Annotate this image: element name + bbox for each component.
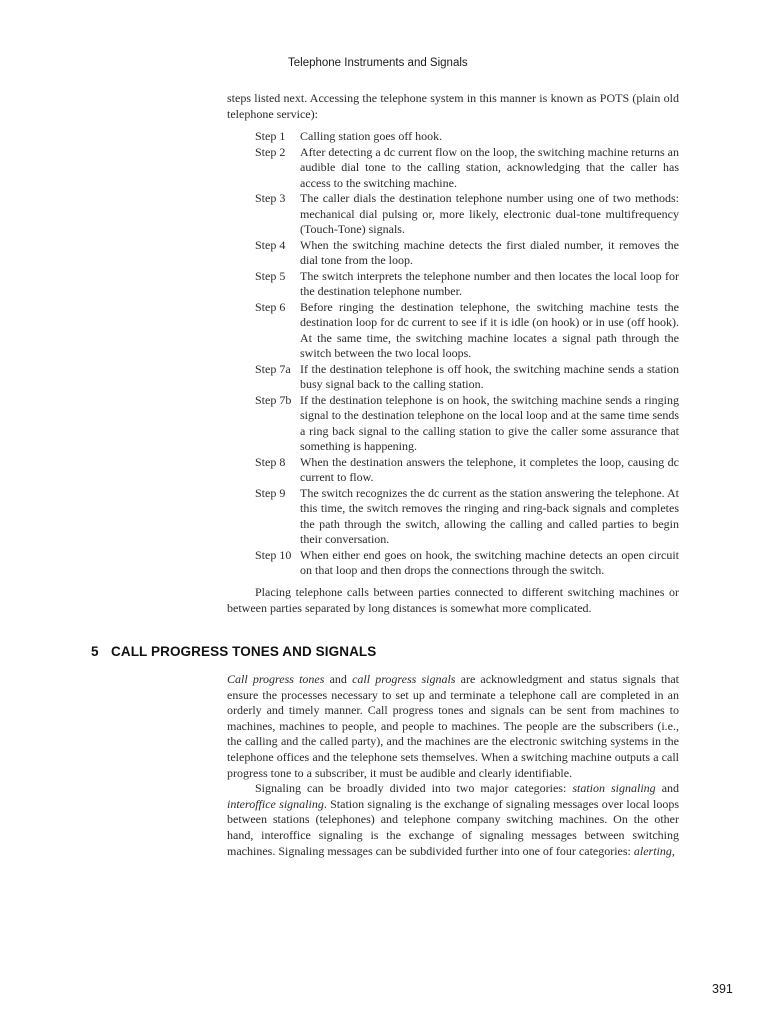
section-heading — [91, 644, 376, 659]
step-text: The switch recognizes the dc current as the station answering the telephone. At this time, the switch removes the ringing and ring-back signals and completes the path through the switch, allowing the calling and called parties to begin their conversation. — [300, 485, 679, 546]
step-item — [255, 145, 679, 192]
running-head: Telephone Instruments and Signals — [288, 57, 468, 69]
step-label: Step 7b — [255, 392, 292, 407]
section-title: CALL PROGRESS TONES AND SIGNALS — [111, 644, 377, 659]
step-label: Step 10 — [255, 547, 292, 562]
step-item — [255, 300, 679, 362]
steps-list — [255, 129, 679, 579]
step-label: Step 6 — [255, 299, 286, 314]
placing-text: Placing telephone calls between parties connected to different switching machines or between parties separated by long distances is somewhat more complicated. — [227, 585, 679, 615]
step-item — [255, 269, 679, 300]
paragraph-text: are acknowledgment and status signals that ensure the processes necessary to set up and terminate a telephone call are completed in an orderly and timely manner. Call progress tones and signals can be sent from machines to machines, machines to people, and people to machines. The people are the subscribers (i.e., the calling and the called party), and the machines are the electronic switching systems in the telephone offices and the telephone sets themselves. When a switching machine outputs a call progress tone to a subscriber, it must be audible and clearly identifiable. — [227, 672, 680, 780]
step-text: When the switching machine detects the first dialed number, it removes the dial tone from the loop. — [300, 237, 679, 267]
step-label: Step 7a — [255, 361, 291, 376]
placing-paragraph — [227, 585, 679, 616]
step-label: Step 5 — [255, 268, 286, 283]
step-label: Step 8 — [255, 454, 286, 469]
paragraph-text: , — [671, 843, 675, 858]
step-item — [255, 191, 679, 238]
step-text: When either end goes on hook, the switching machine detects an open circuit on that loop and then drops the connections through the switch. — [300, 547, 679, 577]
step-label: Step 3 — [255, 191, 286, 205]
step-text: When the destination answers the telephone, it completes the loop, causing dc current to flow. — [300, 454, 679, 484]
section-paragraph-1 — [227, 672, 679, 781]
paragraph-text: Signaling can be broadly divided into two major categories: — [255, 781, 573, 796]
step-text: If the destination telephone is on hook, the switching machine sends a ringing signal to the destination telephone on the local loop and at the same time sends a ring back signal to the calling station to give the caller some assurance that something is happening. — [300, 392, 679, 453]
section-number: 5 — [91, 644, 99, 659]
section-body — [227, 672, 679, 859]
step-label: Step 9 — [255, 485, 286, 500]
paragraph-text: and — [324, 672, 353, 686]
step-text: The switch interprets the telephone number and then locates the local loop for the destination telephone number. — [300, 268, 679, 298]
step-item — [255, 238, 679, 269]
step-label: Step 4 — [255, 237, 286, 252]
page-number: 391 — [712, 982, 733, 996]
step-text: Calling station goes off hook. — [300, 129, 443, 143]
paragraph-text: . Station signaling is the exchange of signaling messages over local loops between stations (telephones) and telephone company switching machines. On the other hand, interoffice signaling is the exchange of signaling messages between switching machines. Signaling messages can be subdivided further into one of four categories: — [227, 796, 679, 858]
section-paragraph-2 — [227, 781, 679, 859]
step-item — [255, 455, 679, 486]
term-interoffice-signaling: interoffice signaling — [227, 796, 324, 811]
intro-text: steps listed next. Accessing the telephone system in this manner is known as POTS (plain old telephone service): — [227, 91, 679, 121]
term-call-progress-tones: Call progress tones — [227, 672, 325, 686]
step-text: The caller dials the destination telephone number using one of two methods: mechanical dial pulsing or, more likely, electronic dual-tone multifrequency (Touch-Tone) signals. — [300, 191, 679, 236]
step-label: Step 2 — [255, 144, 286, 159]
step-text: If the destination telephone is off hook, the switching machine sends a station busy signal back to the calling station. — [300, 361, 679, 391]
term-call-progress-signals: call progress signals — [352, 672, 456, 686]
step-text: After detecting a dc current flow on the loop, the switching machine returns an audible dial tone to the calling station, acknowledging that the caller has access to the switching machine. — [300, 144, 679, 190]
intro-paragraph — [227, 91, 679, 122]
step-item — [255, 129, 679, 145]
step-text: Before ringing the destination telephone, the switching machine tests the destination loop for dc current to see if it is idle (on hook) or in use (off hook). At the same time, the switching machine locates a signal path through the switch between the two local loops. — [300, 299, 679, 360]
step-item — [255, 486, 679, 548]
term-station-signaling: station signaling — [572, 781, 656, 796]
paragraph-text: and — [655, 781, 680, 796]
step-item — [255, 362, 679, 393]
term-alerting: alerting — [633, 843, 672, 858]
step-item — [255, 393, 679, 455]
step-item — [255, 548, 679, 579]
step-label: Step 1 — [255, 129, 286, 143]
